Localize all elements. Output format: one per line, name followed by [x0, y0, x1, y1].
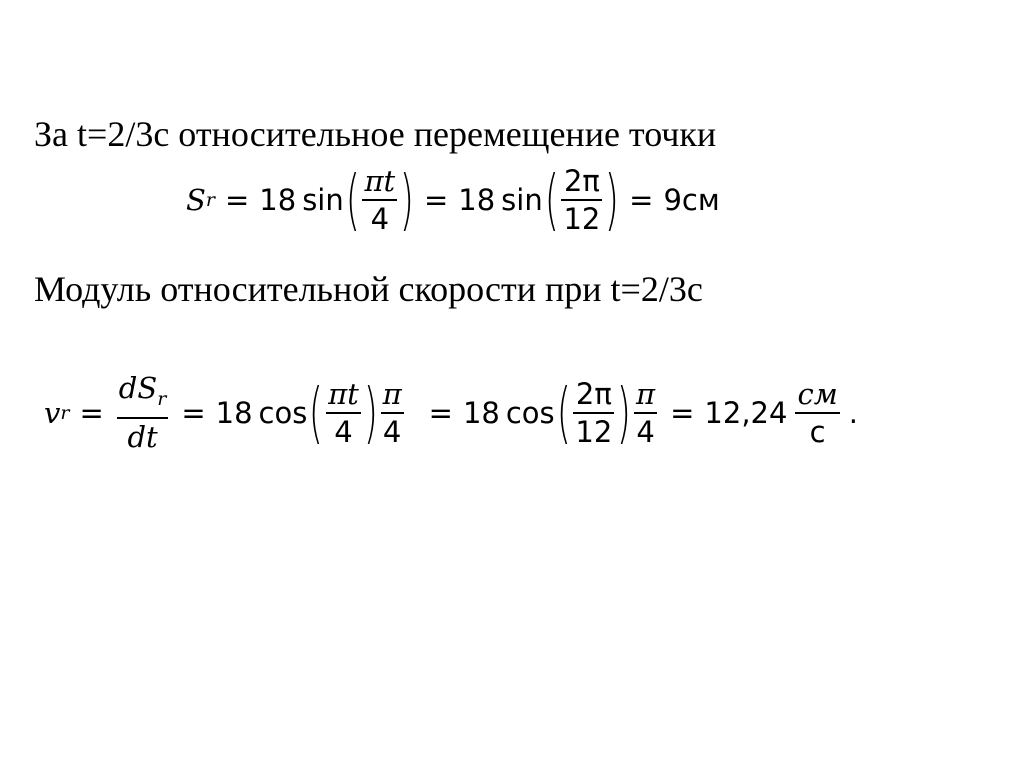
paren-open: (: [544, 161, 559, 238]
formula1-fraction-2: [561, 163, 602, 237]
formula1-eq-1: =: [224, 183, 250, 217]
paren-close: ): [363, 373, 378, 451]
formula-displacement: [186, 163, 720, 237]
formula1-coef-1: 18: [259, 183, 297, 217]
formula2-eq-1: =: [79, 395, 104, 430]
formula1-lhs-sub: r: [205, 189, 215, 211]
formula2-pi-fraction-1: [381, 376, 404, 450]
formula2-coef-1: 18: [215, 395, 253, 430]
formula2-deriv-den: dt: [127, 420, 158, 454]
text-relative-speed: Модуль относительной скорости при t=2/3с: [34, 269, 703, 309]
formula1-sin-2: sin: [501, 183, 543, 217]
formula1-sin-1: sin: [302, 183, 344, 217]
formula2-fraction-2: [573, 376, 614, 450]
formula2-eq-2: =: [181, 395, 206, 430]
formula1-lhs: S: [186, 183, 206, 217]
formula2-pi-num-2: π: [636, 376, 656, 411]
formula2-unit-num: см: [797, 376, 838, 411]
paren-open: (: [345, 161, 360, 238]
formula2-eq-4: =: [670, 395, 695, 430]
formula2-pi-den-1: 4: [382, 414, 402, 449]
formula2-derivative: [117, 370, 169, 455]
formula2-deriv-num: $dS_r$: [118, 371, 167, 410]
formula2-lhs: v: [44, 395, 61, 430]
formula1-frac1-den: 4: [370, 202, 390, 236]
formula2-frac2-den: 12: [575, 414, 613, 449]
formula2-pi-den-2: 4: [636, 414, 655, 449]
formula-speed: [44, 370, 858, 455]
formula2-frac1-num: πt: [328, 376, 359, 411]
formula1-frac1-num: πt: [364, 164, 396, 198]
formula2-pi-num-1: π: [382, 376, 402, 411]
formula1-coef-2: 18: [458, 183, 496, 217]
formula2-end: .: [848, 395, 858, 430]
formula2-eq-3: =: [428, 395, 453, 430]
formula1-frac2-den: 12: [563, 202, 601, 236]
formula2-unit-den: с: [809, 414, 826, 449]
formula1-fraction-1: [362, 163, 397, 237]
paren-open: (: [309, 373, 324, 451]
paren-close: ): [617, 373, 632, 451]
formula2-unit-fraction: [795, 376, 839, 450]
formula2-cos-2: cos: [505, 395, 555, 430]
formula2-fraction-1: [326, 376, 361, 450]
text-relative-displacement: За t=2/3с относительное перемещение точки: [34, 114, 717, 154]
paren-close: ): [605, 161, 620, 238]
formula1-result: 9см: [663, 183, 720, 217]
paren-open: (: [556, 373, 571, 451]
paren-close: ): [399, 161, 415, 238]
formula2-coef-2: 18: [462, 395, 500, 430]
formula2-lhs-sub: r: [60, 401, 70, 424]
formula2-cos-1: cos: [258, 395, 308, 430]
formula1-eq-3: =: [629, 183, 654, 217]
formula2-frac1-den: 4: [334, 414, 353, 449]
formula2-pi-fraction-2: [634, 376, 657, 450]
formula2-frac2-num: 2π: [575, 376, 612, 411]
formula2-result: 12,24: [704, 395, 788, 430]
formula1-frac2-num: 2π: [563, 164, 600, 198]
formula1-eq-2: =: [423, 183, 449, 217]
